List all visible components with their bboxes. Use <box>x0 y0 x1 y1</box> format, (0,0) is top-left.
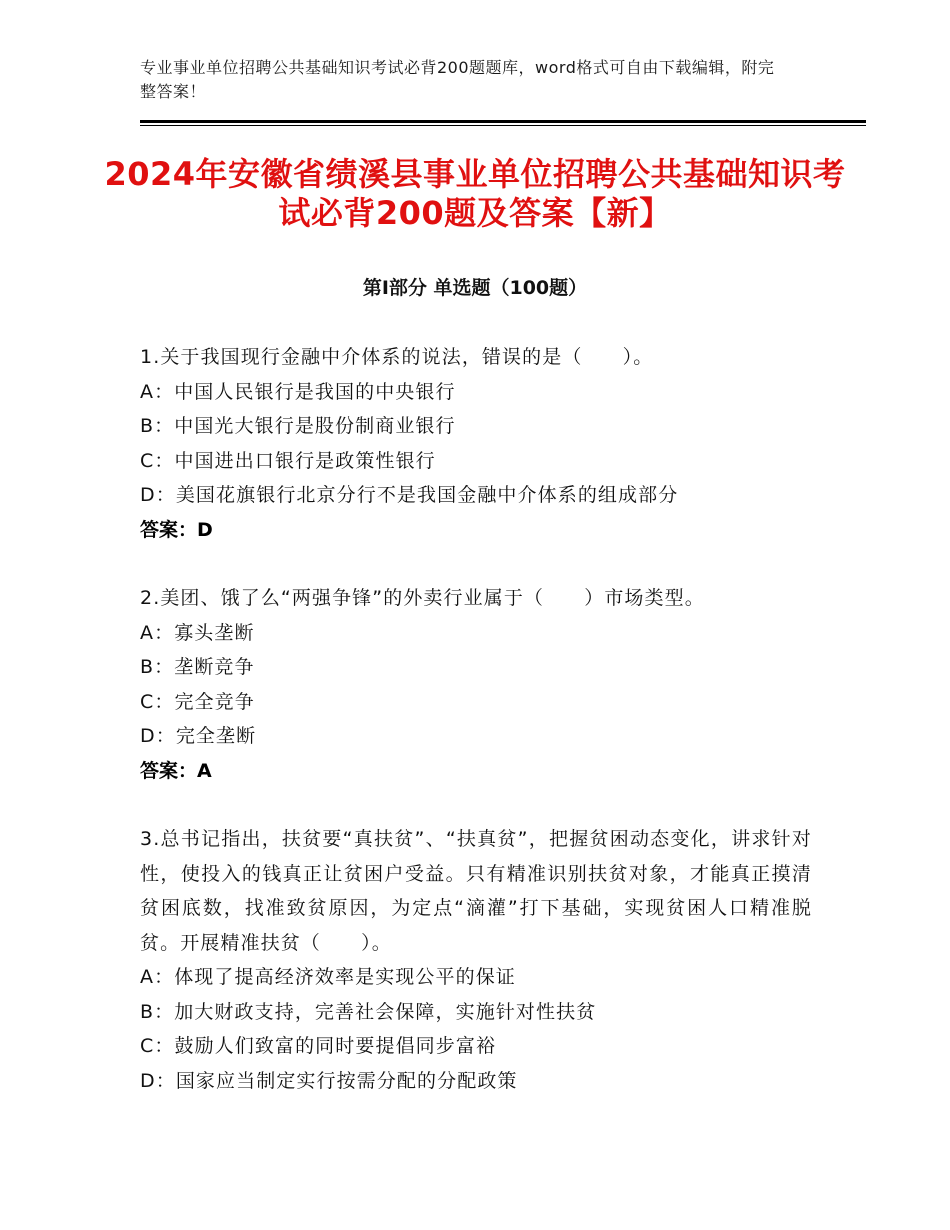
option-c: C：完全竞争 <box>140 690 255 713</box>
question-2 <box>140 581 812 788</box>
section-heading: 第Ⅰ部分 单选题（100题） <box>362 277 588 299</box>
header-divider <box>140 120 866 126</box>
question-1 <box>140 340 812 547</box>
option-c: C：鼓励人们致富的同时要提倡同步富裕 <box>140 1035 497 1057</box>
question-stem: 1.关于我国现行金融中介体系的说法，错误的是（ ）。 <box>140 346 654 368</box>
question-stem: 2.美团、饿了么“两强争锋”的外卖行业属于（ ）市场类型。 <box>140 587 705 609</box>
divider-thin-line <box>140 125 866 126</box>
question-3 <box>140 822 812 1098</box>
option-a: A：中国人民银行是我国的中央银行 <box>140 380 456 403</box>
answer-line: 答案：D <box>140 518 213 541</box>
option-d: D：完全垄断 <box>140 725 257 747</box>
option-a: A：体现了提高经济效率是实现公平的保证 <box>140 966 516 988</box>
question-stem: 3.总书记指出，扶贫要“真扶贫”、“扶真贫”，把握贫困动态变化，讲求针对性，使投入的钱真正让贫困户受益。只有精准识别扶贫对象，才能真正摸清贫困底数，找准致贫原因，为定点“滴灌”打下基础，实现贫困人口精准脱贫。开展精准扶贫（ ）。 <box>140 828 812 954</box>
option-d: D：国家应当制定实行按需分配的分配政策 <box>140 1069 518 1092</box>
option-c: C：中国进出口银行是政策性银行 <box>140 449 436 472</box>
option-a: A：寡头垄断 <box>140 621 255 644</box>
option-d: D：美国花旗银行北京分行不是我国金融中介体系的组成部分 <box>140 484 679 506</box>
document-title: 2024年安徽省绩溪县事业单位招聘公共基础知识考试必背200题及答案【新】 <box>104 155 846 232</box>
option-b: B：中国光大银行是股份制商业银行 <box>140 415 456 437</box>
header-note: 专业事业单位招聘公共基础知识考试必背200题题库，word格式可自由下载编辑，附完整答案！ <box>140 58 775 101</box>
answer-line: 答案：A <box>140 759 212 782</box>
option-b: B：垄断竞争 <box>140 656 255 678</box>
question-list <box>140 340 812 1132</box>
divider-thick-line <box>140 120 866 123</box>
option-b: B：加大财政支持，完善社会保障，实施针对性扶贫 <box>140 1000 597 1023</box>
